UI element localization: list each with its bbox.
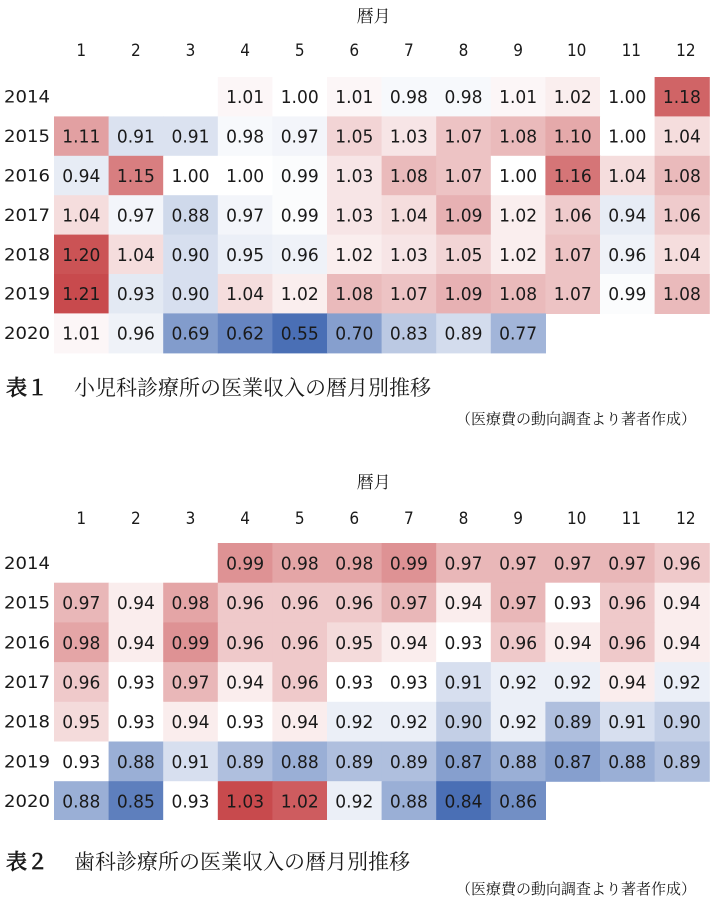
cell-value-label: 0.97 — [499, 593, 538, 615]
cell-value-label: 0.96 — [608, 244, 647, 266]
cell-value-label: 1.07 — [553, 244, 592, 266]
cell-value-label: 0.83 — [389, 323, 428, 345]
cell-value-label: 1.20 — [62, 244, 101, 266]
cell-value-label: 0.89 — [662, 751, 701, 773]
column-label-6: 6 — [349, 509, 360, 529]
cell-value-label: 0.94 — [116, 593, 155, 615]
row-label-2016: 2016 — [4, 633, 51, 654]
cell-value-label: 1.00 — [280, 87, 319, 109]
cell-value-label: 0.88 — [171, 205, 210, 227]
row-label-2014: 2014 — [4, 553, 51, 574]
cell-value-label: 0.90 — [171, 284, 210, 306]
cell-value-label: 0.99 — [608, 284, 647, 306]
cell-value-label: 0.89 — [226, 751, 265, 773]
cell-value-label: 0.93 — [116, 284, 155, 306]
cell-value-label: 0.98 — [389, 87, 428, 109]
cell-value-label: 0.87 — [444, 751, 483, 773]
cell-value-label: 0.77 — [499, 323, 538, 345]
cell-value-label: 0.96 — [280, 672, 319, 694]
cell-value-label: 0.92 — [499, 672, 538, 694]
cell-value-label: 1.01 — [62, 323, 101, 345]
cell-value-label: 1.01 — [226, 87, 265, 109]
cell-value-label: 0.95 — [335, 632, 374, 654]
cell-value-label: 1.00 — [608, 126, 647, 148]
cell-value-label: 0.95 — [62, 712, 101, 734]
heatmap-pediatric — [0, 0, 714, 360]
cell-value-label: 0.91 — [116, 126, 155, 148]
cell-value-label: 0.92 — [335, 712, 374, 734]
cell-value-label: 0.90 — [444, 712, 483, 734]
cell-value-label: 0.94 — [171, 712, 210, 734]
cell-value-label: 1.01 — [499, 87, 538, 109]
column-label-7: 7 — [404, 41, 414, 61]
row-label-2020: 2020 — [4, 324, 51, 345]
cell-value-label: 0.91 — [171, 751, 210, 773]
cell-value-label: 0.99 — [226, 553, 265, 575]
cell-value-label: 0.97 — [389, 593, 428, 615]
cell-value-label: 0.88 — [499, 751, 538, 773]
cell-value-label: 1.04 — [226, 284, 265, 306]
cell-value-label: 0.91 — [444, 672, 483, 694]
cell-value-label: 0.96 — [280, 593, 319, 615]
column-label-8: 8 — [458, 509, 469, 529]
cell-value-label: 1.03 — [226, 791, 265, 813]
cell-value-label: 0.98 — [335, 553, 374, 575]
cell-value-label: 0.93 — [171, 791, 210, 813]
x-axis-title: 暦月 — [356, 473, 391, 493]
cell-value-label: 0.92 — [662, 672, 701, 694]
row-label-2018: 2018 — [4, 712, 51, 733]
cell-value-label: 0.92 — [553, 672, 592, 694]
cell-value-label: 0.92 — [389, 712, 428, 734]
cell-value-label: 1.21 — [62, 284, 101, 306]
cell-value-label: 1.02 — [280, 791, 319, 813]
cell-value-label: 1.05 — [444, 244, 483, 266]
cell-value-label: 0.94 — [608, 672, 647, 694]
cell-value-label: 1.02 — [553, 87, 592, 109]
cell-value-label: 1.08 — [662, 284, 701, 306]
cell-value-label: 0.93 — [116, 712, 155, 734]
cell-value-label: 1.06 — [553, 205, 592, 227]
cell-value-label: 0.93 — [335, 672, 374, 694]
cell-value-label: 1.03 — [335, 205, 374, 227]
cell-value-label: 0.88 — [280, 751, 319, 773]
cell-value-label: 1.06 — [662, 205, 701, 227]
cell-value-label: 0.96 — [280, 632, 319, 654]
cell-value-label: 1.07 — [553, 284, 592, 306]
cell-value-label: 0.97 — [444, 553, 483, 575]
cell-value-label: 0.94 — [116, 632, 155, 654]
cell-value-label: 0.97 — [62, 593, 101, 615]
row-label-2016: 2016 — [4, 166, 51, 187]
cell-value-label: 1.03 — [335, 166, 374, 187]
cell-value-label: 0.98 — [62, 632, 101, 654]
cell-value-label: 1.03 — [389, 244, 428, 266]
table1-caption — [6, 372, 431, 402]
cell-value-label: 0.99 — [171, 632, 210, 654]
row-label-2017: 2017 — [4, 672, 51, 693]
cell-value-label: 1.09 — [444, 205, 483, 227]
cell-value-label: 0.89 — [444, 323, 483, 345]
column-label-4: 4 — [240, 509, 250, 529]
cell-value-label: 1.07 — [389, 284, 428, 306]
column-label-1: 1 — [76, 509, 87, 529]
cell-value-label: 1.05 — [335, 126, 374, 148]
cell-value-label: 0.99 — [389, 553, 428, 575]
column-label-4: 4 — [240, 41, 250, 61]
cell-value-label: 1.07 — [444, 126, 483, 148]
cell-value-label: 1.04 — [116, 244, 155, 266]
column-label-9: 9 — [513, 41, 523, 61]
cell-value-label: 0.91 — [608, 712, 647, 734]
cell-value-label: 0.97 — [553, 553, 592, 575]
cell-value-label: 1.08 — [499, 284, 538, 306]
table2-source: （医療費の動向調査より著者作成） — [455, 880, 696, 898]
cell-value-label: 1.10 — [553, 126, 592, 148]
heatmap-dental — [0, 460, 714, 820]
cell-value-label: 0.93 — [62, 751, 101, 773]
column-label-2: 2 — [131, 41, 141, 61]
cell-value-label: 0.96 — [662, 553, 701, 575]
column-label-5: 5 — [294, 509, 305, 529]
cell-value-label: 0.87 — [553, 751, 592, 773]
cell-value-label: 0.99 — [280, 166, 319, 187]
column-label-7: 7 — [404, 509, 414, 529]
cell-value-label: 1.09 — [444, 284, 483, 306]
cell-value-label: 1.02 — [499, 244, 538, 266]
cell-value-label: 0.96 — [608, 632, 647, 654]
cell-value-label: 1.01 — [335, 87, 374, 109]
cell-value-label: 0.94 — [662, 593, 701, 615]
cell-value-label: 0.97 — [280, 126, 319, 148]
cell-value-label: 0.93 — [444, 632, 483, 654]
cell-value-label: 0.88 — [62, 791, 101, 813]
cell-value-label: 0.84 — [444, 791, 483, 813]
cell-value-label: 0.96 — [499, 632, 538, 654]
column-label-3: 3 — [185, 41, 196, 61]
cell-value-label: 0.97 — [226, 205, 265, 227]
cell-value-label: 0.88 — [608, 751, 647, 773]
cell-value-label: 0.98 — [171, 593, 210, 615]
cell-value-label: 0.62 — [226, 323, 265, 345]
cell-value-label: 0.94 — [226, 672, 265, 694]
cell-value-label: 1.07 — [444, 166, 483, 187]
cell-value-label: 1.11 — [62, 126, 101, 148]
cell-value-label: 0.90 — [662, 712, 701, 734]
cell-value-label: 1.02 — [280, 284, 319, 306]
row-label-2018: 2018 — [4, 245, 51, 266]
column-label-12: 12 — [676, 509, 696, 529]
row-label-2019: 2019 — [4, 752, 51, 773]
cell-value-label: 0.96 — [280, 244, 319, 266]
cell-value-label: 1.18 — [662, 87, 701, 109]
cell-value-label: 0.93 — [389, 672, 428, 694]
cell-value-label: 1.04 — [662, 244, 701, 266]
cell-value-label: 0.93 — [116, 672, 155, 694]
cell-value-label: 0.55 — [280, 323, 319, 345]
cell-value-label: 0.96 — [116, 323, 155, 345]
cell-value-label: 0.86 — [499, 791, 538, 813]
row-label-2017: 2017 — [4, 205, 51, 226]
cell-value-label: 0.70 — [335, 323, 374, 345]
column-label-8: 8 — [458, 41, 469, 61]
cell-value-label: 1.04 — [608, 166, 647, 187]
table2-caption — [6, 846, 410, 876]
cell-value-label: 0.96 — [226, 632, 265, 654]
cell-value-label: 0.91 — [171, 126, 210, 148]
cell-value-label: 0.94 — [389, 632, 428, 654]
cell-value-label: 1.04 — [62, 205, 101, 227]
cell-value-label: 0.96 — [62, 672, 101, 694]
column-label-3: 3 — [185, 509, 196, 529]
cell-value-label: 0.97 — [171, 672, 210, 694]
cell-value-label: 0.92 — [499, 712, 538, 734]
row-label-2015: 2015 — [4, 127, 51, 148]
cell-value-label: 0.96 — [226, 593, 265, 615]
cell-value-label: 1.04 — [389, 205, 428, 227]
column-label-5: 5 — [294, 41, 305, 61]
cell-value-label: 0.92 — [335, 791, 374, 813]
column-label-6: 6 — [349, 41, 360, 61]
x-axis-title: 暦月 — [356, 7, 391, 27]
table2-caption-text: 歯科診療所の医業収入の暦月別推移 — [74, 850, 410, 874]
cell-value-label: 0.89 — [335, 751, 374, 773]
cell-value-label: 1.15 — [116, 166, 155, 187]
cell-value-label: 0.85 — [116, 791, 155, 813]
cell-value-label: 0.93 — [553, 593, 592, 615]
cell-value-label: 1.02 — [499, 205, 538, 227]
cell-value-label: 0.94 — [553, 632, 592, 654]
cell-value-label: 0.97 — [608, 553, 647, 575]
column-label-9: 9 — [513, 509, 523, 529]
cell-value-label: 0.89 — [389, 751, 428, 773]
column-label-11: 11 — [621, 41, 642, 61]
cell-value-label: 1.08 — [389, 166, 428, 187]
column-label-2: 2 — [131, 509, 141, 529]
cell-value-label: 1.03 — [389, 126, 428, 148]
cell-value-label: 1.00 — [499, 166, 538, 187]
column-label-12: 12 — [676, 41, 696, 61]
cell-value-label: 1.04 — [662, 126, 701, 148]
cell-value-label: 0.94 — [62, 166, 101, 187]
cell-value-label: 0.94 — [444, 593, 483, 615]
cell-value-label: 1.08 — [499, 126, 538, 148]
cell-value-label: 0.96 — [335, 593, 374, 615]
cell-value-label: 1.08 — [335, 284, 374, 306]
cell-value-label: 0.96 — [608, 593, 647, 615]
table1-caption-text: 小児科診療所の医業収入の暦月別推移 — [74, 376, 431, 400]
cell-value-label: 0.89 — [553, 712, 592, 734]
cell-value-label: 0.93 — [226, 712, 265, 734]
cell-value-label: 0.98 — [226, 126, 265, 148]
column-label-1: 1 — [76, 41, 87, 61]
column-label-10: 10 — [566, 41, 587, 61]
cell-value-label: 0.98 — [444, 87, 483, 109]
table2-caption-number: 表２ — [6, 849, 48, 874]
cell-value-label: 1.00 — [171, 166, 210, 187]
row-label-2019: 2019 — [4, 284, 51, 305]
cell-value-label: 0.90 — [171, 244, 210, 266]
cell-value-label: 1.00 — [608, 87, 647, 109]
cell-value-label: 0.88 — [116, 751, 155, 773]
cell-value-label: 1.00 — [226, 166, 265, 187]
cell-value-label: 1.08 — [662, 166, 701, 187]
table1-caption-number: 表１ — [6, 375, 48, 400]
row-label-2020: 2020 — [4, 792, 51, 813]
cell-value-label: 0.95 — [226, 244, 265, 266]
cell-value-label: 0.94 — [608, 205, 647, 227]
cell-value-label: 1.02 — [335, 244, 374, 266]
cell-value-label: 0.98 — [280, 553, 319, 575]
cell-value-label: 0.88 — [389, 791, 428, 813]
cell-value-label: 1.16 — [553, 166, 592, 187]
row-label-2014: 2014 — [4, 87, 51, 108]
cell-value-label: 0.99 — [280, 205, 319, 227]
row-label-2015: 2015 — [4, 593, 51, 614]
column-label-10: 10 — [566, 509, 587, 529]
cell-value-label: 0.97 — [116, 205, 155, 227]
column-label-11: 11 — [621, 509, 642, 529]
cell-value-label: 0.97 — [499, 553, 538, 575]
cell-value-label: 0.94 — [662, 632, 701, 654]
table1-source: （医療費の動向調査より著者作成） — [455, 410, 696, 428]
cell-value-label: 0.69 — [171, 323, 210, 345]
cell-value-label: 0.94 — [280, 712, 319, 734]
